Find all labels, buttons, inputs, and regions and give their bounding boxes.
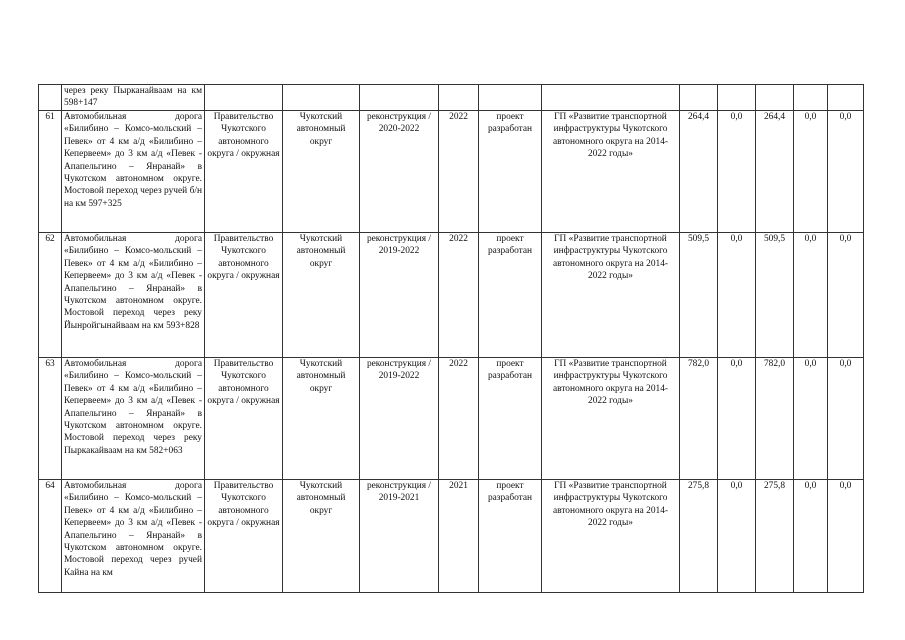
total-cell: 509,5 [680,233,718,358]
program-cell [542,85,680,111]
value-cell: 0,0 [828,480,864,593]
status-cell: проект разработан [479,358,542,480]
row-number-cell: 64 [39,480,62,593]
row-number-cell: 63 [39,358,62,480]
region-cell [283,85,360,111]
value-cell: 0,0 [828,111,864,233]
value-cell [718,85,756,111]
value-cell [756,85,794,111]
region-cell: Чукотский автономный округ [283,233,360,358]
value-cell: 0,0 [794,358,828,480]
value-cell: 509,5 [756,233,794,358]
region-cell: Чукотский автономный округ [283,480,360,593]
object-cell: Автомобильная дорога «Билибино – Комсо-мольский – Певек» от 4 км а/д «Билибино – Кепервеем» до 3 км а/д «Певек - Апапельгино – Янранай» в Чукотском автономном округе. Мостовой переход через реку Пыркакайваам на км 582+063 [62,358,205,480]
object-cell: через реку Пырканайваам на км 598+147 [62,85,205,111]
customer-cell: Правительство Чукотского автономного округа / окружная [205,358,283,480]
year-cell: 2022 [439,233,479,358]
program-cell: ГП «Развитие транспортной инфраструктуры Чукотского автономного округа на 2014-2022 годы» [542,111,680,233]
total-cell: 264,4 [680,111,718,233]
program-cell: ГП «Развитие транспортной инфраструктуры Чукотского автономного округа на 2014-2022 годы» [542,480,680,593]
value-cell: 0,0 [828,358,864,480]
status-cell: проект разработан [479,111,542,233]
table-row [39,85,864,111]
value-cell: 0,0 [794,480,828,593]
value-cell: 0,0 [794,111,828,233]
work-cell: реконструкция / 2019-2022 [360,358,439,480]
table-row [39,358,864,480]
status-cell: проект разработан [479,233,542,358]
year-cell: 2022 [439,358,479,480]
total-cell [680,85,718,111]
status-cell [479,85,542,111]
year-cell: 2021 [439,480,479,593]
year-cell [439,85,479,111]
value-cell: 0,0 [794,233,828,358]
table-row [39,111,864,233]
region-cell: Чукотский автономный округ [283,358,360,480]
row-number-cell: 61 [39,111,62,233]
work-cell [360,85,439,111]
status-cell: проект разработан [479,480,542,593]
program-cell: ГП «Развитие транспортной инфраструктуры Чукотского автономного округа на 2014-2022 годы» [542,233,680,358]
object-cell: Автомобильная дорога «Билибино – Комсо-мольский – Певек» от 4 км а/д «Билибино – Кепервеем» до 3 км а/д «Певек - Апапельгино – Янранай» в Чукотском автономном округе. Мостовой переход через ручей Кайна на км [62,480,205,593]
value-cell [794,85,828,111]
value-cell: 275,8 [756,480,794,593]
work-cell: реконструкция / 2019-2022 [360,233,439,358]
work-cell: реконструкция / 2020-2022 [360,111,439,233]
value-cell: 264,4 [756,111,794,233]
row-number-cell [39,85,62,111]
value-cell: 0,0 [718,233,756,358]
customer-cell [205,85,283,111]
object-cell: Автомобильная дорога «Билибино – Комсо-мольский – Певек» от 4 км а/д «Билибино – Кепервеем» до 3 км а/д «Певек - Апапельгино – Янранай» в Чукотском автономном округе. Мостовой переход через ручей б/н на км 597+325 [62,111,205,233]
value-cell: 0,0 [718,480,756,593]
table-row [39,480,864,593]
program-cell: ГП «Развитие транспортной инфраструктуры Чукотского автономного округа на 2014-2022 годы» [542,358,680,480]
value-cell [828,85,864,111]
customer-cell: Правительство Чукотского автономного округа / окружная [205,480,283,593]
total-cell: 275,8 [680,480,718,593]
customer-cell: Правительство Чукотского автономного округа / окружная [205,111,283,233]
row-number-cell: 62 [39,233,62,358]
value-cell: 0,0 [828,233,864,358]
region-cell: Чукотский автономный округ [283,111,360,233]
value-cell: 782,0 [756,358,794,480]
total-cell: 782,0 [680,358,718,480]
year-cell: 2022 [439,111,479,233]
value-cell: 0,0 [718,358,756,480]
value-cell: 0,0 [718,111,756,233]
table-row [39,233,864,358]
projects-table [38,84,864,593]
customer-cell: Правительство Чукотского автономного округа / окружная [205,233,283,358]
work-cell: реконструкция / 2019-2021 [360,480,439,593]
object-cell: Автомобильная дорога «Билибино – Комсо-мольский – Певек» от 4 км а/д «Билибино – Кепервеем» до 3 км а/д «Певек - Апапельгино – Янранай» в Чукотском автономном округе. Мостовой переход через реку Йынройгынайваам на км 593+828 [62,233,205,358]
